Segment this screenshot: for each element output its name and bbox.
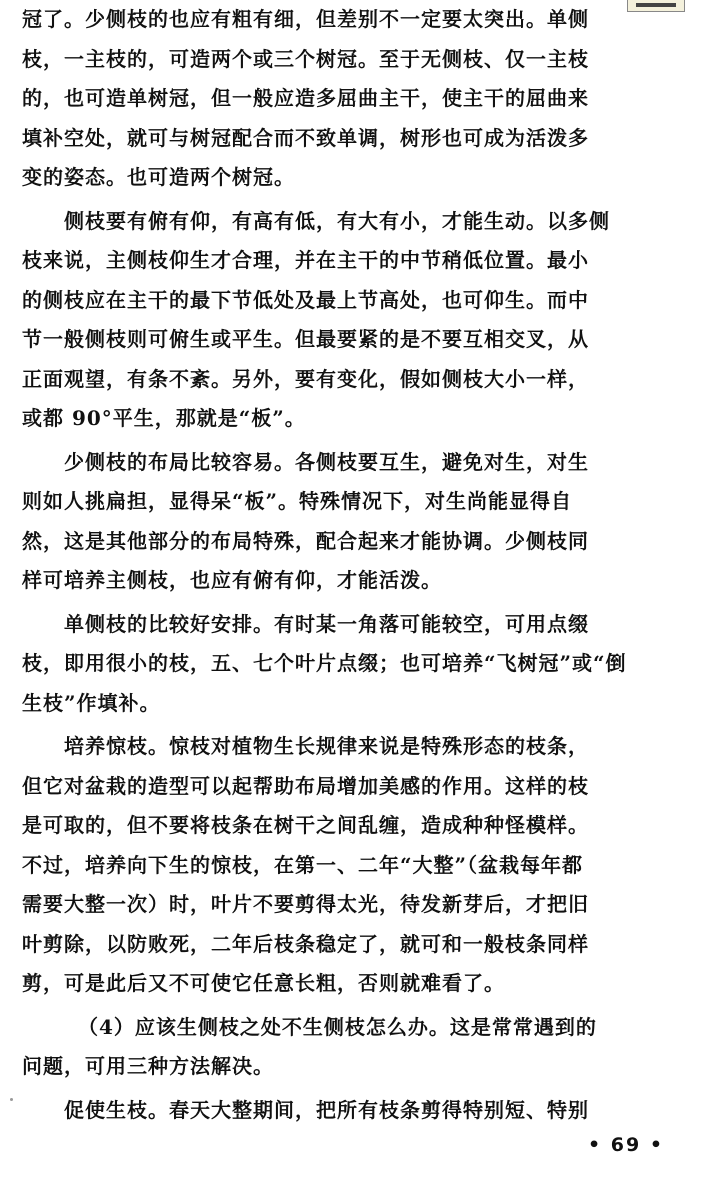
text-line: 少侧枝的布局比较容易。各侧枝要互生，避免对生，对生 <box>64 449 589 474</box>
text-line: 冠了。少侧枝的也应有粗有细，但差别不一定要太突出。单侧 <box>22 7 589 31</box>
text-line: 侧枝要有俯有仰，有高有低，有大有小，才能生动。以多侧 <box>64 208 610 233</box>
text-line: 样可培养主侧枝，也应有俯有仰，才能活泼。 <box>22 568 442 592</box>
text-line: 叶剪除，以防败死，二年后枝条稳定了，就可和一般枝条同样 <box>22 931 589 956</box>
text-line: 不过，培养向下生的惊枝，在第一、二年“大整”（盆栽每年都 <box>22 852 584 877</box>
text-line: 单侧枝的比较好安排。有时某一角落可能较空，可用点缀 <box>64 611 589 636</box>
text-line: 填补空处，就可与树冠配合而不致单调，树形也可成为活泼多 <box>22 125 589 150</box>
text-line: 节一般侧枝则可俯生或平生。但最要紧的是不要互相交叉，从 <box>22 327 589 351</box>
text-line: 的，也可造单树冠，但一般应造多屈曲主干，使主干的屈曲来 <box>22 86 589 110</box>
text-line: 然，这是其他部分的布局特殊，配合起来才能协调。少侧枝同 <box>22 528 589 553</box>
text-line: 需要大整一次）时，叶片不要剪得太光，待发新芽后，才把旧 <box>22 892 589 916</box>
text-line: 但它对盆栽的造型可以起帮助布局增加美感的作用。这样的枝 <box>22 773 589 798</box>
text-line: 变的姿态。也可造两个树冠。 <box>22 165 295 189</box>
scan-speck <box>10 1098 13 1101</box>
text-line: 的侧枝应在主干的最下节低处及最上节高处，也可仰生。而中 <box>22 287 589 312</box>
text-line: 剪，可是此后又不可使它任意长粗，否则就难看了。 <box>22 971 505 995</box>
page-number: • 69 • <box>588 1134 664 1156</box>
text-line: 促使生枝。春天大整期间，把所有枝条剪得特别短、特别 <box>64 1097 589 1122</box>
text-line: 问题，可用三种方法解决。 <box>22 1054 274 1078</box>
text-line: （4）应该生侧枝之处不生侧枝怎么办。这是常常遇到的 <box>78 1014 597 1039</box>
text-line: 或都 90°平生，那就是“板”。 <box>22 406 306 430</box>
text-line: 正面观望，有条不紊。另外，要有变化，假如侧枝大小一样， <box>22 366 589 391</box>
text-line: 是可取的，但不要将枝条在树干之间乱缠，造成种种怪模样。 <box>22 813 589 837</box>
text-line: 枝来说，主侧枝仰生才合理，并在主干的中节稍低位置。最小 <box>22 248 589 272</box>
text-line: 培养惊枝。惊枝对植物生长规律来说是特殊形态的枝条， <box>64 734 589 758</box>
body-text <box>22 0 687 1130</box>
text-line: 枝，即用很小的枝，五、七个叶片点缀；也可培养“飞树冠”或“倒 <box>22 651 627 675</box>
text-line: 枝，一主枝的，可造两个或三个树冠。至于无侧枝、仅一主枝 <box>22 46 589 71</box>
text-line: 则如人挑扁担，显得呆“板”。特殊情况下，对生尚能显得自 <box>22 489 573 513</box>
text-line: 生枝”作填补。 <box>22 690 161 715</box>
